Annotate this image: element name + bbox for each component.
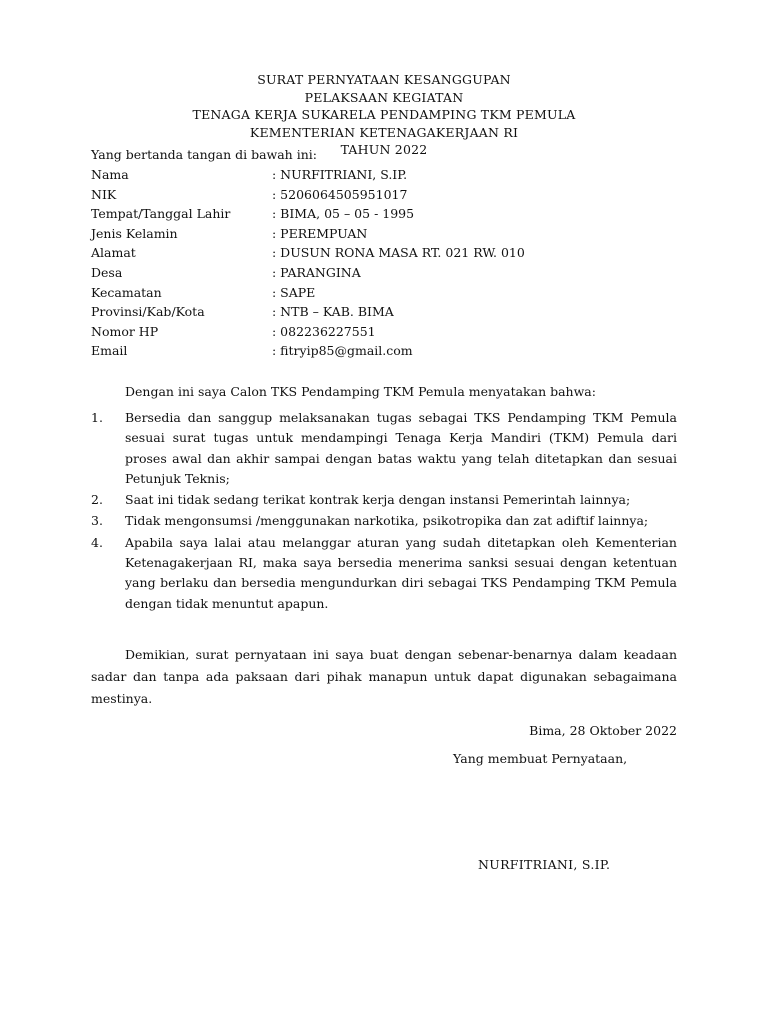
place-date: Bima, 28 Oktober 2022: [529, 723, 677, 738]
title-line-3: TENAGA KERJA SUKARELA PENDAMPING TKM PEMULA: [192, 107, 576, 122]
statement-list: [91, 408, 677, 614]
identity-value: : BIMA, 05 – 05 - 1995: [272, 206, 415, 222]
identity-label: NIK: [91, 186, 117, 202]
title-line-2: PELAKSAAN KEGIATAN: [304, 89, 464, 105]
statement-item: [91, 533, 677, 614]
identity-label: Nama: [91, 167, 129, 182]
statement-number: 1.: [91, 410, 103, 425]
identity-value: : fitryip85@gmail.com: [272, 343, 413, 359]
identity-value: : NTB – KAB. BIMA: [272, 304, 394, 320]
statement-item: [91, 408, 677, 489]
identity-label: Email: [91, 343, 128, 359]
identity-label: Kecamatan: [91, 284, 162, 300]
closing-paragraph: Demikian, surat pernyataan ini saya buat dengan sebenar-benarnya dalam keadaan sadar dan tanpa ada paksaan dari pihak manapun untuk dapat digunakan sebagaimana mestinya.: [91, 647, 677, 706]
identity-value: : 5206064505951017: [272, 186, 408, 202]
identity-value: : PARANGINA: [272, 264, 361, 280]
identity-label: Alamat: [91, 245, 136, 261]
identity-label: Provinsi/Kab/Kota: [91, 304, 205, 320]
statement-number: 3.: [91, 513, 103, 529]
statement-item: [91, 511, 677, 531]
title-line-1: SURAT PERNYATAAN KESANGGUPAN: [257, 72, 511, 87]
identity-value: : NURFITRIANI, S.IP.: [272, 167, 408, 182]
identity-value: : SAPE: [272, 284, 316, 300]
identity-value: : PEREMPUAN: [272, 225, 368, 241]
statement-number: 4.: [91, 534, 103, 550]
identity-value: : DUSUN RONA MASA RT. 021 RW. 010: [272, 245, 525, 261]
signer-name: NURFITRIANI, S.IP.: [478, 857, 611, 872]
title-line-4: KEMENTERIAN KETENAGAKERJAAN RI: [249, 124, 519, 140]
statement-text: Saat ini tidak sedang terikat kontrak kerja dengan instansi Pemerintah lainnya;: [125, 492, 631, 508]
title-line-5: TAHUN 2022: [340, 142, 428, 157]
statement-text: Bersedia dan sanggup melaksanakan tugas sebagai TKS Pendamping TKM Pemula sesuai surat tugas untuk mendampingi Tenaga Kerja Mandiri (TKM) Pemula dari proses awal dan akhir sampai dengan batas waktu yang telah ditetapkan dan sesuai Petunjuk Teknis;: [125, 410, 677, 486]
identity-value: : 082236227551: [272, 323, 376, 339]
statement-item: [91, 490, 677, 510]
identity-label: Desa: [91, 264, 123, 280]
identity-label: Tempat/Tanggal Lahir: [91, 206, 231, 222]
intro-text: Yang bertanda tangan di bawah ini:: [91, 147, 317, 162]
maker-label: Yang membuat Pernyataan,: [453, 751, 628, 766]
statement-text: Tidak mengonsumsi /menggunakan narkotika, psikotropika dan zat adiftif lainnya;: [125, 513, 649, 529]
statement-text: Apabila saya lalai atau melanggar aturan yang sudah ditetapkan oleh Kementerian Ketenagakerjaan RI, maka saya bersedia menerima sanksi sesuai dengan ketentuan yang berlaku dan bersedia mengundurkan diri sebagai TKS Pendamping TKM Pemula dengan tidak menuntut apapun.: [125, 534, 677, 611]
statement-intro: Dengan ini saya Calon TKS Pendamping TKM Pemula menyatakan bahwa:: [125, 384, 596, 399]
identity-label: Nomor HP: [91, 323, 159, 339]
document-title: [0, 71, 768, 159]
identity-label: Jenis Kelamin: [91, 225, 178, 241]
statement-number: 2.: [91, 492, 103, 508]
